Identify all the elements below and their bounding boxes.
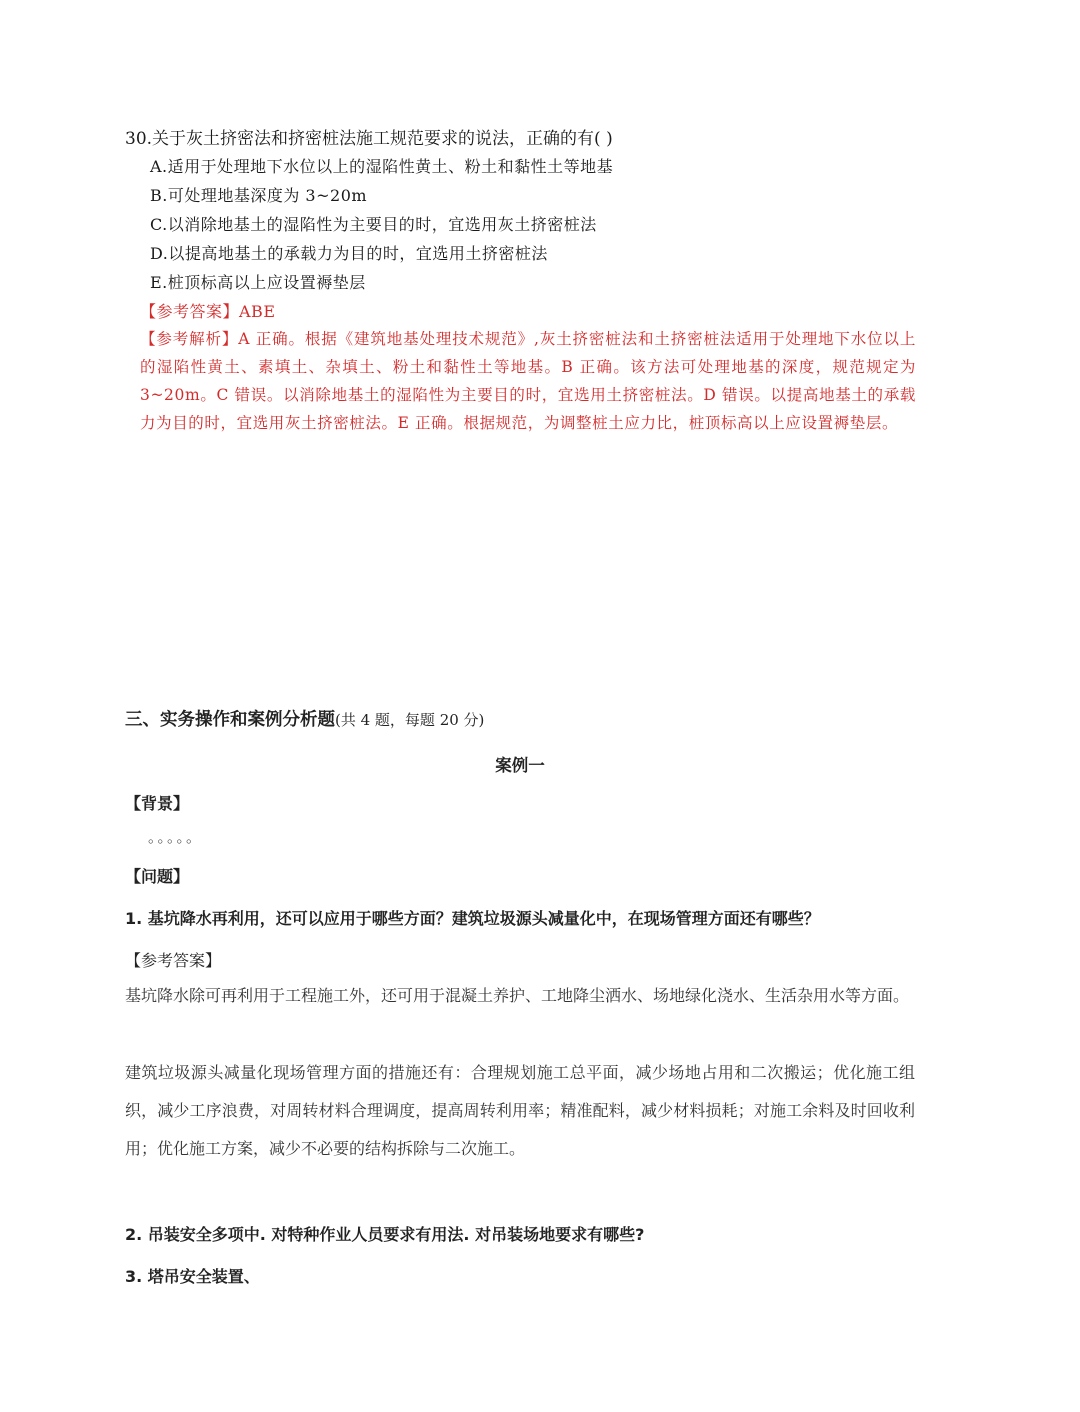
background-text: 。。。。。 <box>148 828 204 846</box>
section-title <box>125 706 484 731</box>
reference-answer-label: 【参考答案】 <box>125 951 222 970</box>
section-note: (共 4 题，每题 20 分) <box>335 711 485 729</box>
question-1: 1. 基坑降水再利用，还可以应用于哪些方面？建筑垃圾源头减量化中，在现场管理方面还有哪些？ <box>125 909 820 928</box>
answer-paragraph-2: 建筑垃圾源头减量化现场管理方面的措施还有：合理规划施工总平面，减少场地占用和二次搬运；优化施工组织，减少工序浪费，对周转材料合理调度，提高周转利用率；精准配料，减少材料损耗；对施工余料及时回收利用；优化施工方案，减少不必要的结构拆除与二次施工。 <box>125 1063 915 1158</box>
option-a: A.适用于处理地下水位以上的湿陷性黄土、粉土和黏性土等地基 <box>150 157 614 176</box>
option-e: E.桩顶标高以上应设置褥垫层 <box>150 273 366 292</box>
question-stem: 30.关于灰土挤密法和挤密桩法施工规范要求的说法，正确的有( ) <box>125 129 613 149</box>
option-d: D.以提高地基土的承载力为目的时，宜选用土挤密桩法 <box>150 244 548 263</box>
background-label: 【背景】 <box>125 794 190 813</box>
case-title: 案例一 <box>495 756 545 775</box>
question-2: 2. 吊装安全多项中. 对特种作业人员要求有用法. 对吊装场地要求有哪些? <box>125 1225 645 1244</box>
option-b: B.可处理地基深度为 3~20m <box>150 186 368 205</box>
reference-answer: 【参考答案】ABE <box>140 302 276 321</box>
reference-explanation: 【参考解析】A 正确。根据《建筑地基处理技术规范》,灰土挤密桩法和土挤密桩法适用于处理地下水位以上的湿陷性黄土、素填土、杂填土、粉土和黏性土等地基。B 正确。该方法可处理地基的深度，规范规定为 3~20m。C 错误。以消除地基土的湿陷性为主要目的时，宜选用土挤密桩法。D 错误。以提高地基土的承载力为目的时，宜选用灰土挤密桩法。E 正确。根据规范，为调整桩土应力比，桩顶标高以上应设置褥垫层。 <box>140 330 916 432</box>
question-3: 3. 塔吊安全装置、 <box>125 1267 260 1286</box>
answer-paragraph-1: 基坑降水除可再利用于工程施工外，还可用于混凝土养护、工地降尘洒水、场地绿化浇水、生活杂用水等方面。 <box>125 986 910 1005</box>
option-c: C.以消除地基土的湿陷性为主要目的时，宜选用灰土挤密桩法 <box>150 215 597 234</box>
section-title-text: 三、实务操作和案例分析题 <box>125 710 335 730</box>
questions-label: 【问题】 <box>125 867 190 886</box>
